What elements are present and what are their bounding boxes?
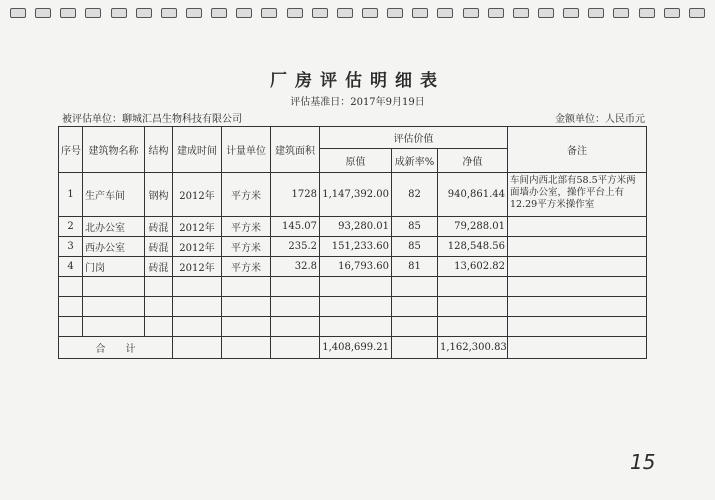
total-label: 合 计: [59, 337, 173, 359]
header-area: 建筑面积: [271, 127, 320, 173]
header-seq: 序号: [59, 127, 83, 173]
table-row: 4 门岗 砖混 2012年 平方米 32.8 16,793.60 81 13,602.82: [59, 257, 647, 277]
header-valuation: 评估价值: [320, 127, 508, 149]
evaluated-unit: 被评估单位：聊城汇昌生物科技有限公司: [62, 114, 242, 125]
total-row: [59, 337, 647, 359]
table-row: 3 西办公室 砖混 2012年 平方米 235.2 151,233.60 85 128,548.56: [59, 237, 647, 257]
header-remarks: 备注: [508, 127, 647, 173]
base-date: 评估基准日：2017年9月19日: [290, 97, 425, 108]
header-build-time: 建成时间: [173, 127, 222, 173]
remark-cell: 车间内西北部有58.5平方米两面墙办公室，操作平台上有12.29平方米操作室: [508, 173, 647, 217]
table-row: 2 北办公室 砖混 2012年 平方米 145.07 93,280.01 85 79,288.01: [59, 217, 647, 237]
document-title: 厂房评估明细表: [270, 71, 445, 91]
total-net: 1,162,300.83: [438, 337, 508, 359]
empty-row: [59, 297, 647, 317]
total-original: 1,408,699.21: [320, 337, 392, 359]
page-number: 15: [630, 450, 656, 474]
header-original: 原值: [320, 149, 392, 173]
header-net: 净值: [438, 149, 508, 173]
valuation-table: [58, 126, 647, 359]
binder-holes: [0, 6, 715, 18]
table-row: 1 生产车间 钢构 2012年 平方米 1728 1,147,392.00 82 940,861.44 车间内西北部有58.5平方米两面墙办公室，操作平台上有12.29平方米操作室: [59, 173, 647, 217]
header-measure-unit: 计量单位: [222, 127, 271, 173]
header-structure: 结构: [145, 127, 173, 173]
currency-unit: 金额单位：人民币元: [555, 114, 645, 125]
empty-row: [59, 317, 647, 337]
empty-row: [59, 277, 647, 297]
header-rate: 成新率%: [392, 149, 438, 173]
header-name: 建筑物名称: [83, 127, 145, 173]
